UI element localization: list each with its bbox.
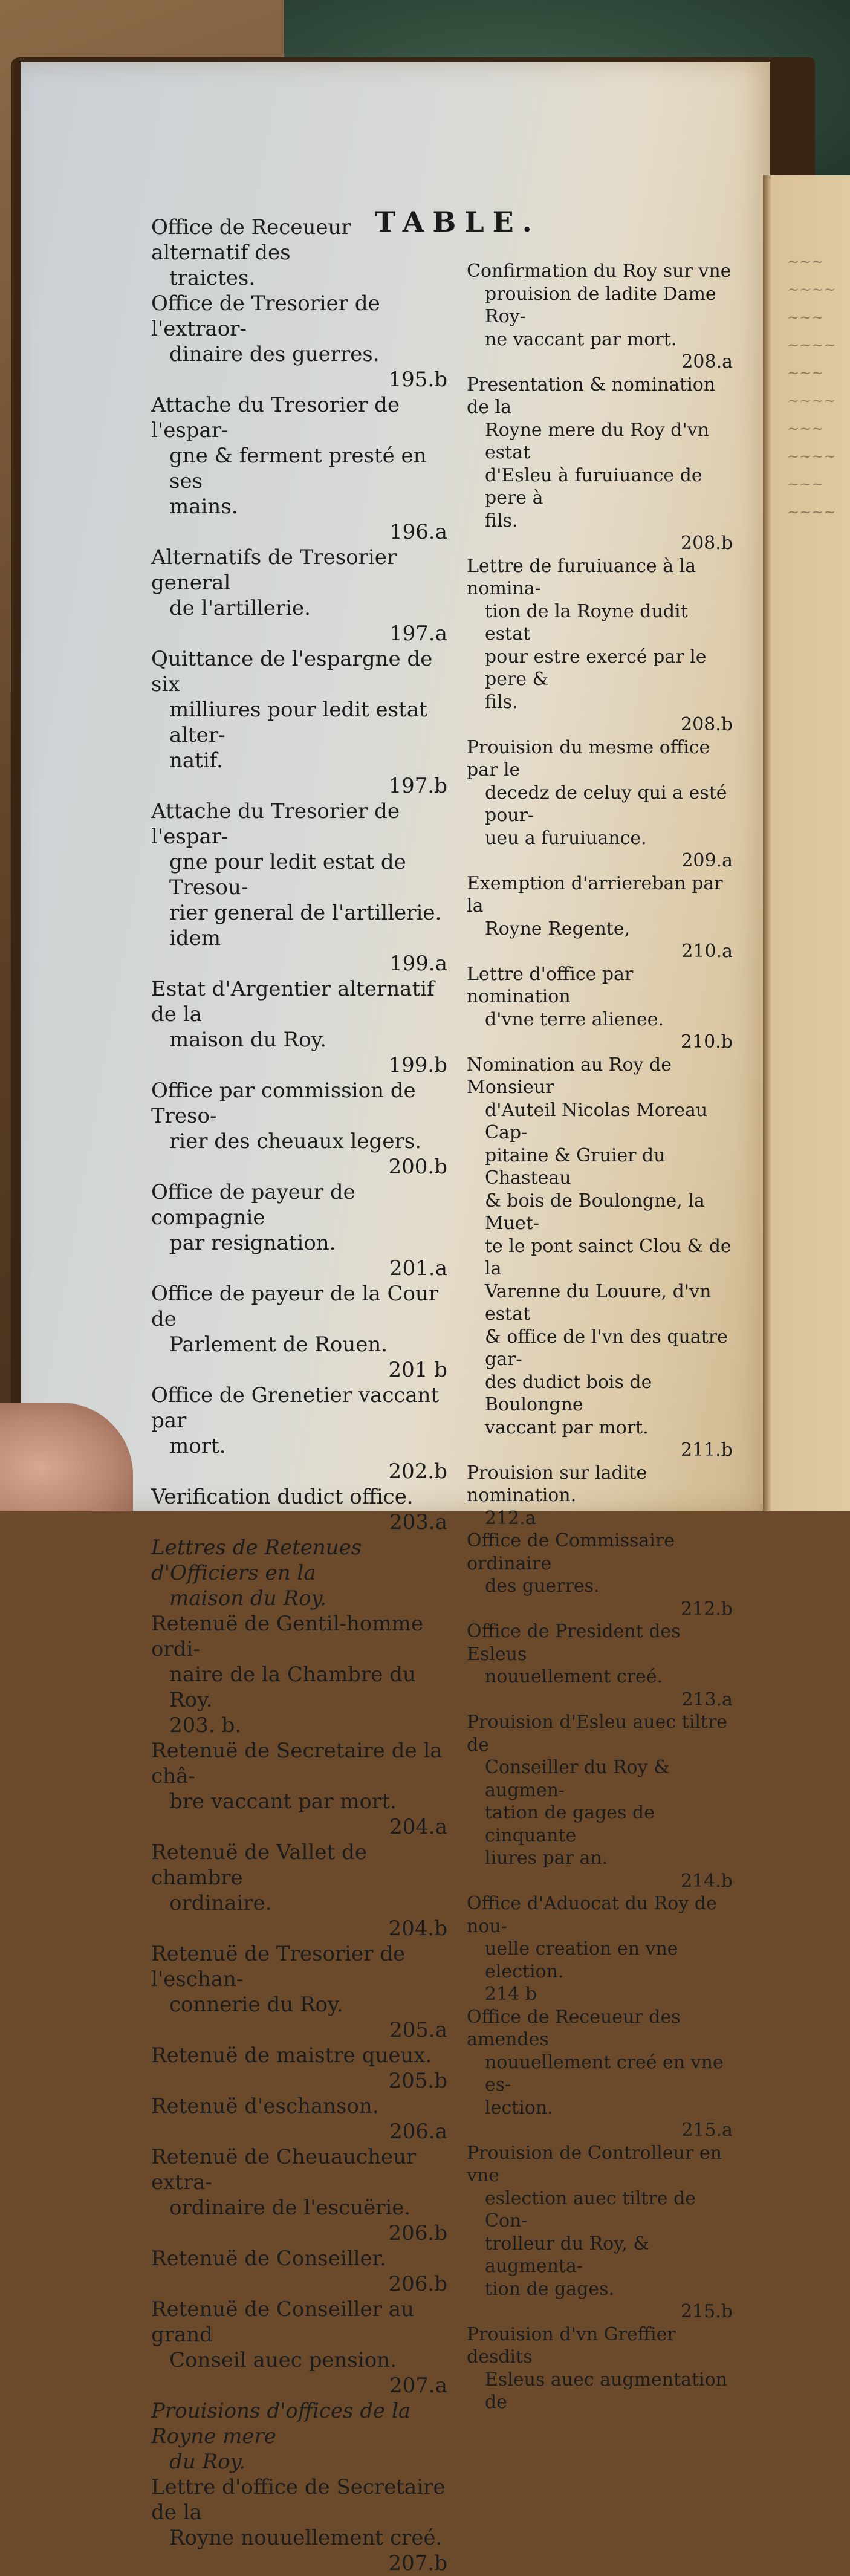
page-number: 208.a [681,351,733,372]
page-number: 206.b [388,2272,447,2296]
entry-line: Exemption d'arriereban par la [467,872,723,917]
entry-line: ordinaire. [169,1891,272,1915]
entry-line: Attache du Tresorier de l'espar- [151,393,400,443]
entry-line: Lettre d'office par nomination [467,963,634,1007]
entry-line: rier des cheuaux legers. [169,1129,421,1153]
page-number: 207.b [388,2551,447,2575]
page-number: 211.b [680,1439,733,1461]
entry-line: Office de Receueur alternatif des [151,215,351,265]
index-entry [151,1941,447,2043]
left-column [151,215,447,2576]
index-entry [467,1892,733,2006]
page-number: 199.a [389,952,447,976]
entry-line: Retenuë de Secretaire de la châ- [151,1739,443,1788]
page-number: 205.a [389,2018,447,2042]
entry-line: gne & ferment presté en ses [169,444,427,493]
entry-line: Presentation & nomination de la [467,374,716,418]
entry-line: Royne Regente, [485,918,631,939]
entry-line: par resignation. [169,1231,336,1255]
entry-line: te le pont sainct Clou & de la [485,1235,732,1279]
entry-line: nouuellement creé. [485,1666,663,1687]
entry-line: fils. [485,510,518,531]
entry-line: Verification dudict office. [151,1485,414,1509]
entry-line: Prouision d'Esleu auec tiltre de [467,1711,728,1756]
entry-line: Nomination au Roy de Monsieur [467,1054,672,1098]
entry-line: ne vaccant par mort. [485,328,677,350]
index-entry [151,215,447,291]
facing-page-edge [763,175,850,1511]
page-number: 204.b [388,1916,447,1941]
entry-line: natif. [169,748,223,773]
entry-line: d'Esleu à furuiuance de pere à [485,464,702,508]
entry-line: Office de Tresorier de l'extraor- [151,291,380,341]
entry-line: tation de gages de cinquante [485,1802,655,1846]
entry-line: Parlement de Rouen. [169,1332,388,1357]
entry-line: Office de payeur de la Cour de [151,1282,439,1331]
entry-line: 214 b [485,1984,537,2005]
index-entry [151,392,447,545]
page-number: 206.a [389,2120,447,2144]
entry-line: Royne nouuellement creé. [169,2526,443,2550]
entry-line: pour estre exercé par le pere & [485,646,707,690]
index-entry [467,374,733,555]
entry-line: Office de Commissaire ordinaire [467,1530,675,1574]
index-entry [151,1840,447,1941]
page-number: 208.b [680,714,733,735]
entry-line: Attache du Tresorier de l'espar- [151,799,400,849]
index-entry [467,2323,733,2414]
index-entry [151,2474,447,2576]
page-number: 206.b [388,2221,447,2245]
index-entry [151,2297,447,2398]
page-number: 210.b [680,1031,733,1053]
page-number: 201 b [388,1358,447,1382]
entry-line: Retenuë d'eschanson. [151,2094,379,2118]
entry-line: idem [169,926,221,950]
entry-line: & office de l'vn des quatre gar- [485,1326,728,1370]
entry-line: mains. [169,495,238,519]
entry-line: rier general de l'artillerie. [169,901,442,925]
page-number: 208.b [680,533,733,554]
index-entry [467,1620,733,1711]
index-entry [151,2043,447,2094]
index-entry [467,555,733,736]
entry-line: decedz de celuy qui a esté pour- [485,782,727,826]
index-entry [151,291,447,392]
page-number: 214.b [680,1870,733,1892]
entry-line: Office par commission de Treso- [151,1079,416,1128]
entry-line: vaccant par mort. [485,1416,649,1438]
entry-line: de l'artillerie. [169,596,311,620]
entry-line: Esleus auec augmentation de [485,2369,728,2413]
page-number: 203.a [389,1510,447,1534]
entry-line: 212.a [485,1507,536,1529]
entry-line: Conseiller du Roy & augmen- [485,1757,670,1801]
entry-line: traictes. [169,266,256,290]
index-entry [151,545,447,646]
index-entry [467,1530,733,1620]
entry-line: Prouision du mesme office par le [467,736,710,780]
entry-line: Retenuë de Tresorier de l'eschan- [151,1942,406,1991]
entry-line: d'Auteil Nicolas Moreau Cap- [485,1099,708,1143]
entry-line: 203. b. [169,1713,242,1737]
entry-line: Confirmation du Roy sur vne [467,261,732,282]
entry-line: Prouision d'vn Greffier desdits [467,2323,676,2367]
page-number: 201.a [389,1256,447,1280]
entry-line: ordinaire de l'escuërie. [169,2196,411,2220]
index-entry [467,963,733,1054]
index-entry [151,2398,447,2474]
index-entry [151,1078,447,1179]
entry-line: Office de Receueur des amendes [467,2006,681,2050]
index-entry [151,1281,447,1383]
page-number: 202.b [388,1459,447,1484]
entry-line: Office de President des Esleus [467,1621,681,1665]
entry-line: Lettres de Retenues d'Officiers en la [151,1536,362,1585]
page-number: 207.a [389,2373,447,2398]
page-number: 195.b [388,368,447,392]
page-header: TABLE. [375,206,540,238]
index-entry [151,1611,447,1738]
entry-line: tion de la Royne dudit estat [485,600,688,644]
index-entry [467,1462,733,1530]
entry-line: Prouision de Controlleur en vne [467,2142,722,2186]
page-number: 197.a [389,621,447,646]
index-entry [151,2144,447,2246]
entry-line: lection. [485,2097,553,2118]
page-number: 199.b [388,1053,447,1077]
entry-line: dinaire des guerres. [169,342,380,366]
entry-line: Retenuë de Conseiller au grand [151,2297,414,2347]
entry-line: fils. [485,691,518,713]
entry-line: Estat d'Argentier alternatif de la [151,977,435,1027]
entry-line: nouuellement creé en vne es- [485,2051,724,2095]
index-entry [151,799,447,976]
entry-line: Retenuë de Vallet de chambre [151,1840,367,1890]
page-number: 196.a [389,520,447,544]
entry-line: eslection auec tiltre de Con- [485,2187,696,2231]
facing-page-texture: ~~~ ~~~~ ~~~ ~~~~ ~~~ ~~~~ ~~~ ~~~~ ~~~ ~~~~ [787,253,836,521]
index-entry [151,2094,447,2144]
index-entry [467,260,733,374]
entry-line: Varenne du Louure, d'vn estat [485,1280,712,1325]
entry-line: tion de gages. [485,2278,615,2300]
index-entry [467,1711,733,1892]
entry-line: Prouisions d'offices de la Royne mere [151,2399,411,2448]
entry-line: Retenuë de maistre queux. [151,2043,432,2068]
entry-line: maison du Roy. [169,1586,327,1611]
index-entry [467,2006,733,2142]
entry-line: d'vne terre alienee. [485,1008,664,1030]
index-entry [151,1179,447,1281]
entry-line: ueu a furuiuance. [485,827,647,849]
entry-line: naire de la Chambre du Roy. [169,1663,416,1712]
entry-line: connerie du Roy. [169,1993,343,2017]
entry-line: Lettre d'office de Secretaire de la [151,2475,446,2525]
entry-line: Retenuë de Gentil-homme ordi- [151,1612,423,1661]
entry-line: Office d'Aduocat du Roy de nou- [467,1893,717,1937]
entry-line: mort. [169,1434,226,1458]
entry-line: Quittance de l'espargne de six [151,647,433,696]
page-number: 215.a [681,2120,733,2141]
index-entry [151,646,447,799]
entry-line: gne pour ledit estat de Tresou- [169,850,406,900]
entry-line: Office de Grenetier vaccant par [151,1383,440,1433]
entry-line: liures par an. [485,1848,608,1869]
index-entry [467,872,733,963]
index-entry [151,1738,447,1840]
entry-line: bre vaccant par mort. [169,1789,397,1814]
entry-line: prouision de ladite Dame Roy- [485,283,716,327]
page-number: 210.a [681,941,733,962]
page-number: 197.b [388,774,447,798]
page-number: 212.b [680,1598,733,1620]
page-number: 205.b [388,2069,447,2093]
page-number: 200.b [388,1155,447,1179]
entry-line: Conseil auec pension. [169,2348,397,2372]
entry-line: Retenuë de Conseiller. [151,2247,386,2271]
page-number: 215.b [680,2301,733,2322]
entry-line: Office de payeur de compagnie [151,1180,355,1230]
entry-line: trolleur du Roy, & augmenta- [485,2233,650,2277]
index-entry [151,2246,447,2297]
entry-line: des guerres. [485,1575,600,1597]
index-entry [467,736,733,872]
index-entry [151,1383,447,1484]
index-entry [151,1484,447,1535]
index-entry [151,976,447,1078]
entry-line: Retenuë de Cheuaucheur extra- [151,2145,417,2195]
entry-line: & bois de Boulongne, la Muet- [485,1190,705,1234]
entry-line: Alternatifs de Tresorier general [151,545,397,595]
entry-line: pitaine & Gruier du Chasteau [485,1144,666,1189]
right-column [467,260,733,2414]
entry-line: Royne mere du Roy d'vn estat [485,419,709,463]
entry-line: Lettre de furuiuance à la nomina- [467,555,696,599]
page-number: 209.a [681,850,733,871]
page-number: 213.a [681,1689,733,1710]
page-number: 204.a [389,1815,447,1839]
entry-line: du Roy. [169,2450,246,2474]
index-entry [467,1054,733,1462]
entry-line: Prouision sur ladite nomination. [467,1462,647,1506]
entry-line: milliures pour ledit estat alter- [169,698,427,747]
entry-line: uelle creation en vne election. [485,1938,678,1982]
entry-line: des dudict bois de Boulongne [485,1371,652,1415]
index-entry [151,1535,447,1611]
entry-line: maison du Roy. [169,1028,327,1052]
index-entry [467,2142,733,2323]
